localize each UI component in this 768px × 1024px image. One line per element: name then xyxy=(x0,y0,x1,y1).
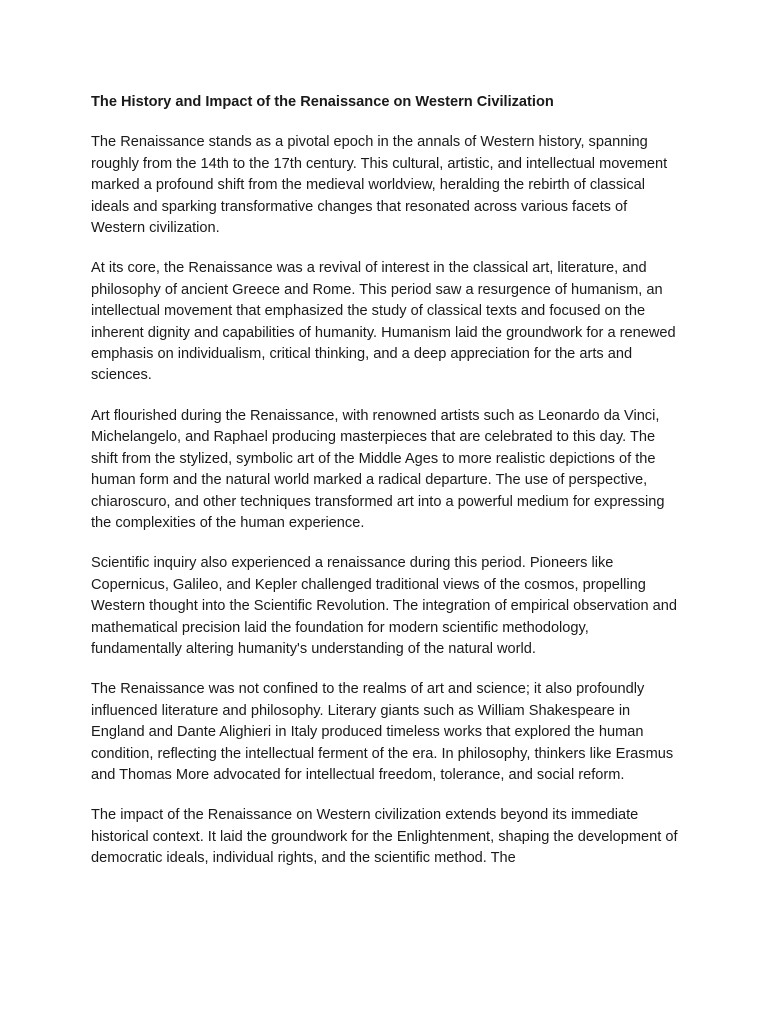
document-body xyxy=(91,92,681,870)
document-title: The History and Impact of the Renaissance on Western Civilization xyxy=(91,94,554,110)
paragraph-impact: The impact of the Renaissance on Western civilization extends beyond its immediate historical context. It laid the groundwork for the Enlightenment, shaping the development of democratic ideals, individual rights, and the scientific method. The xyxy=(91,807,678,867)
paragraph-art: Art flourished during the Renaissance, with renowned artists such as Leonardo da Vinci, Michelangelo, and Raphael producing masterpieces that are celebrated to this day. The shift from the stylized, symbolic art of the Middle Ages to more realistic depictions of the human form and the natural world marked a radical departure. The use of perspective, chiaroscuro, and other techniques transformed art into a powerful medium for expressing the complexities of the human experience. xyxy=(91,407,665,531)
paragraph-humanism: At its core, the Renaissance was a revival of interest in the classical art, literature, and philosophy of ancient Greece and Rome. This period saw a resurgence of humanism, an intellectual movement that emphasized the study of classical texts and focused on the inherent dignity and capabilities of humanity. Humanism laid the groundwork for a renewed emphasis on individualism, critical thinking, and a deep appreciation for the arts and sciences. xyxy=(91,260,676,384)
paragraph-literature-philosophy: The Renaissance was not confined to the realms of art and science; it also profoundly influenced literature and philosophy. Literary giants such as William Shakespeare in England and Dante Alighieri in Italy produced timeless works that explored the human condition, reflecting the intellectual ferment of the era. In philosophy, thinkers like Erasmus and Thomas More advocated for intellectual freedom, tolerance, and social reform. xyxy=(91,681,674,783)
paragraph-science: Scientific inquiry also experienced a renaissance during this period. Pioneers like Copernicus, Galileo, and Kepler challenged traditional views of the cosmos, propelling Western thought into the Scientific Revolution. The integration of empirical observation and mathematical precision laid the foundation for modern scientific methodology, fundamentally altering humanity's understanding of the natural world. xyxy=(91,555,677,657)
paragraph-intro: The Renaissance stands as a pivotal epoch in the annals of Western history, spanning roughly from the 14th to the 17th century. This cultural, artistic, and intellectual movement marked a profound shift from the medieval worldview, heralding the rebirth of classical ideals and sparking transformative changes that resonated across various facets of Western civilization. xyxy=(91,134,668,237)
